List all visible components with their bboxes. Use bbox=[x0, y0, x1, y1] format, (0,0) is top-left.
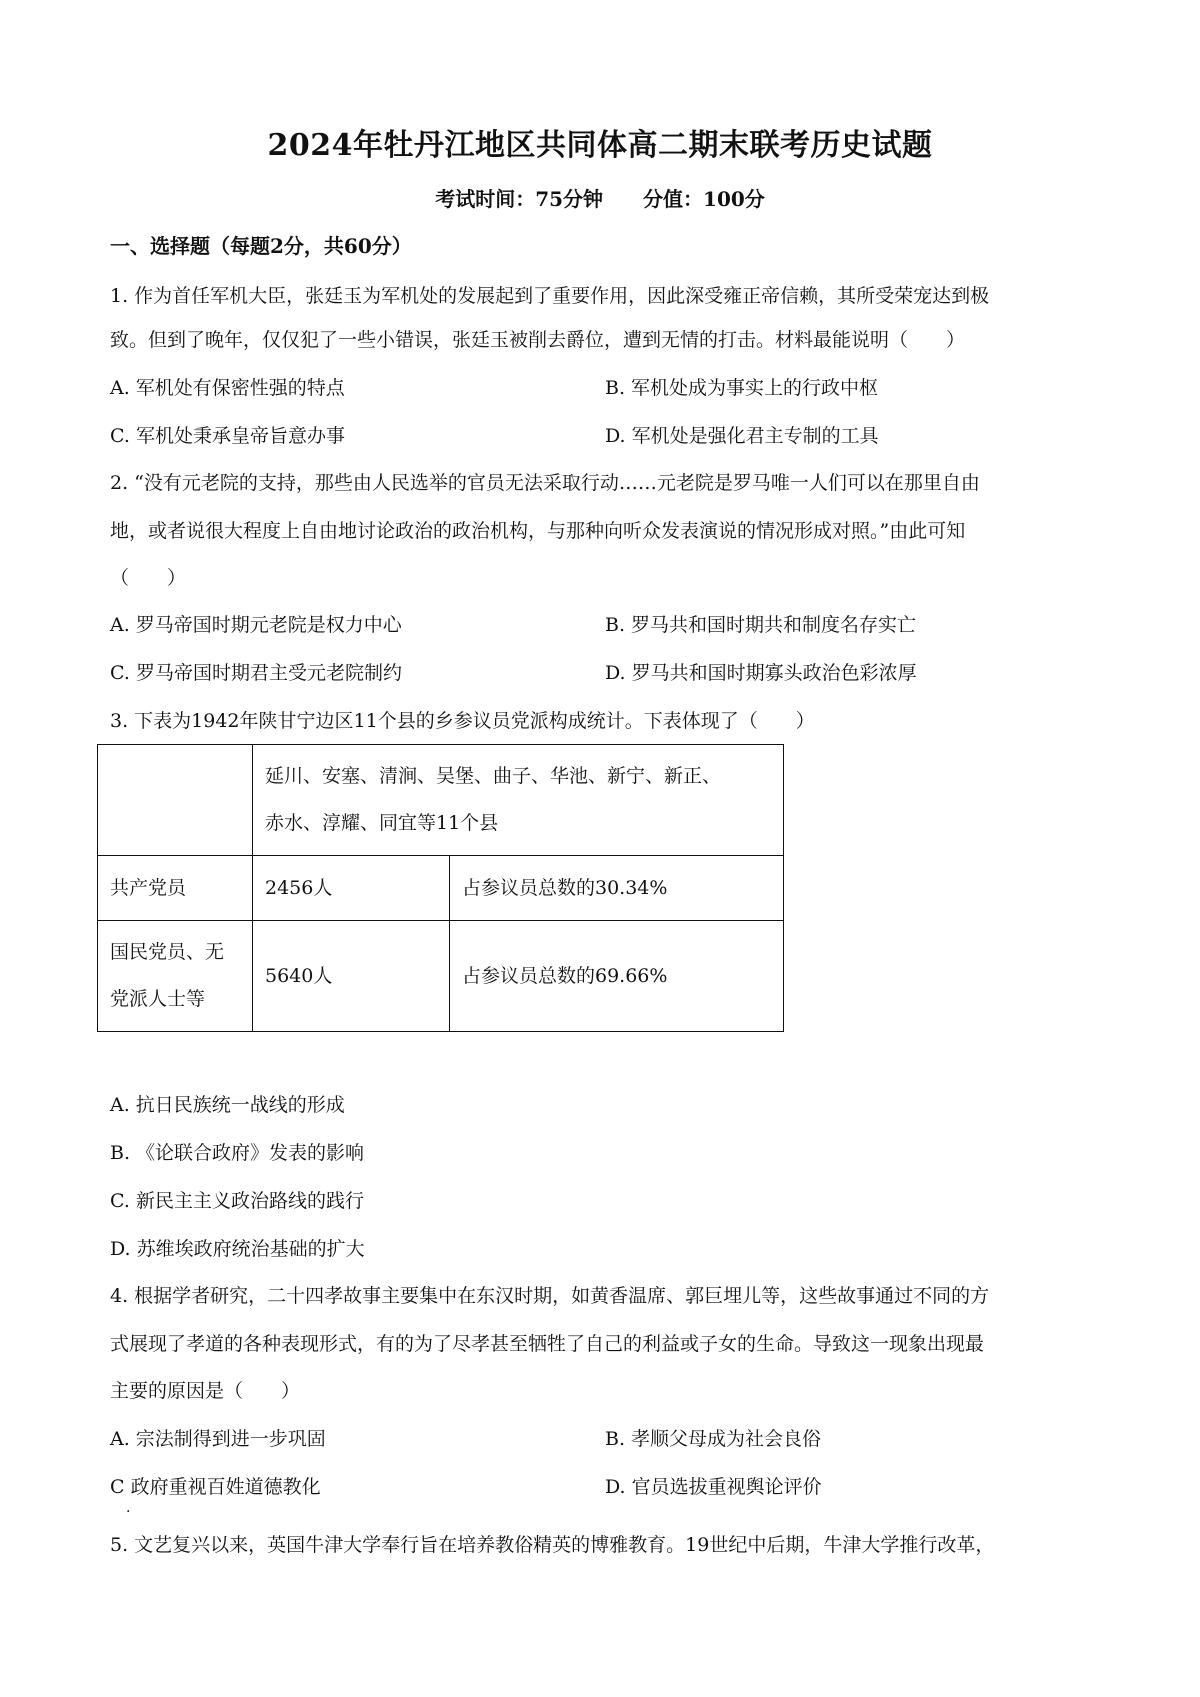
q1-option-b: B. 军机处成为事实上的行政中枢 bbox=[605, 377, 879, 399]
q1-option-a: A. 军机处有保密性强的特点 bbox=[110, 377, 345, 399]
q4-option-a: A. 宗法制得到进一步巩固 bbox=[110, 1428, 326, 1450]
row-count-others: 5640人 bbox=[253, 921, 450, 1032]
q4-option-b: B. 孝顺父母成为社会良俗 bbox=[605, 1428, 822, 1450]
q3-option-a: A. 抗日民族统一战线的形成 bbox=[110, 1094, 345, 1116]
q2-option-d: D. 罗马共和国时期寡头政治色彩浓厚 bbox=[605, 662, 917, 684]
q3-data-table bbox=[97, 744, 784, 1032]
q1-option-d: D. 军机处是强化君主专制的工具 bbox=[605, 425, 879, 447]
page-title: 2024年牡丹江地区共同体高二期末联考历史试题 bbox=[267, 128, 933, 163]
exam-info bbox=[0, 183, 1200, 212]
q5-stem-line-1: 5. 文艺复兴以来，英国牛津大学奉行旨在培养教俗精英的博雅教育。19世纪中后期，牛津大学推行改革， bbox=[110, 1534, 995, 1556]
row-label-communist: 共产党员 bbox=[98, 856, 253, 921]
q4-stem-line-2: 式展现了孝道的各种表现形式，有的为了尽孝甚至牺牲了自己的利益或子女的生命。导致这一现象出现最 bbox=[110, 1333, 985, 1355]
q2-option-b: B. 罗马共和国时期共和制度名存实亡 bbox=[605, 614, 917, 636]
exam-score: 分值：100分 bbox=[643, 187, 765, 211]
table-row bbox=[98, 856, 784, 921]
exam-time: 考试时间：75分钟 bbox=[435, 187, 604, 211]
table-row bbox=[98, 921, 784, 1032]
q1-stem-line-2: 致。但到了晚年，仅仅犯了一些小错误，张廷玉被削去爵位，遭到无情的打击。材料最能说明（ ） bbox=[110, 329, 966, 351]
stray-mark: . bbox=[126, 1500, 131, 1516]
table-cell-empty bbox=[98, 745, 253, 856]
row-share-others: 占参议员总数的69.66% bbox=[450, 921, 784, 1032]
q2-option-a: A. 罗马帝国时期元老院是权力中心 bbox=[110, 614, 402, 636]
row-count-communist: 2456人 bbox=[253, 856, 450, 921]
counties-line-1: 延川、安塞、清涧、吴堡、曲子、华池、新宁、新正、 bbox=[265, 765, 722, 787]
q4-stem-line-3: 主要的原因是（ ） bbox=[110, 1380, 301, 1402]
table-row bbox=[98, 745, 784, 856]
q1-stem-line-1: 1. 作为首任军机大臣，张廷玉为军机处的发展起到了重要作用，因此深受雍正帝信赖，其所受荣宠达到极 bbox=[110, 285, 990, 307]
section-heading: 一、选择题（每题2分，共60分） bbox=[110, 234, 412, 258]
q2-stem-line-3: （ ） bbox=[110, 567, 187, 589]
q2-stem-line-2: 地，或者说很大程度上自由地讨论政治的政治机构，与那种向听众发表演说的情况形成对照。”由此可知 bbox=[110, 520, 966, 542]
q4-option-d: D. 官员选拔重视舆论评价 bbox=[605, 1476, 822, 1498]
counties-line-2: 赤水、淳耀、同宜等11个县 bbox=[265, 812, 499, 834]
row-label-others bbox=[98, 921, 253, 1032]
row-share-communist: 占参议员总数的30.34% bbox=[450, 856, 784, 921]
q4-option-c: C 政府重视百姓道德教化 bbox=[110, 1476, 321, 1498]
row-label-others-line-1: 国民党员、无 bbox=[110, 941, 225, 963]
q2-stem-line-1: 2. “没有元老院的支持，那些由人民选举的官员无法采取行动……元老院是罗马唯一人们可以在那里自由 bbox=[110, 472, 980, 494]
q3-option-d: D. 苏维埃政府统治基础的扩大 bbox=[110, 1238, 365, 1260]
q2-option-c: C. 罗马帝国时期君主受元老院制约 bbox=[110, 662, 402, 684]
q1-option-c: C. 军机处秉承皇帝旨意办事 bbox=[110, 425, 345, 447]
table-header-counties bbox=[253, 745, 784, 856]
q4-stem-line-1: 4. 根据学者研究，二十四孝故事主要集中在东汉时期，如黄香温席、郭巨埋儿等，这些故事通过不同的方 bbox=[110, 1285, 990, 1307]
row-label-others-line-2: 党派人士等 bbox=[110, 988, 206, 1010]
q3-option-c: C. 新民主主义政治路线的践行 bbox=[110, 1190, 364, 1212]
q3-option-b: B. 《论联合政府》发表的影响 bbox=[110, 1142, 365, 1164]
q3-stem-line-1: 3. 下表为1942年陕甘宁边区11个县的乡参议员党派构成统计。下表体现了（ ） bbox=[110, 710, 815, 732]
